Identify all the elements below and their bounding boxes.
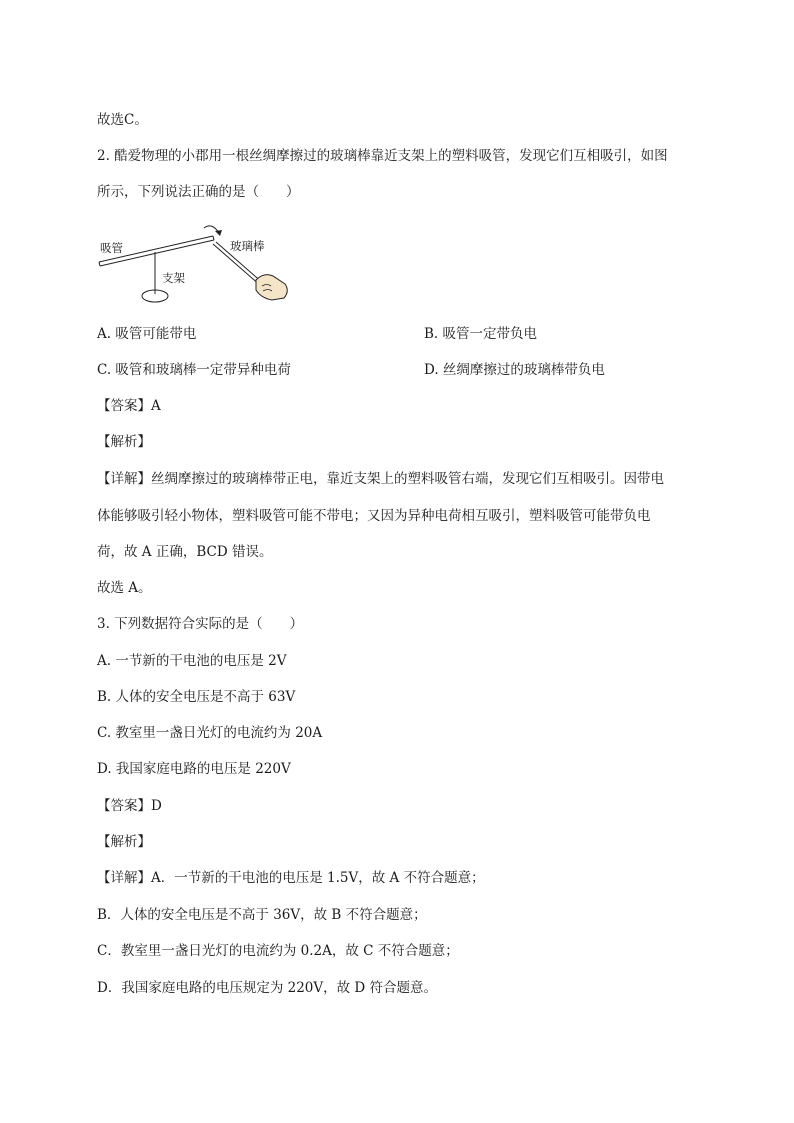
q3-answer: 【答案】D bbox=[97, 798, 162, 814]
q3-option-c: C. 教室里一盏日光灯的电流约为 20A bbox=[97, 725, 323, 741]
label-rod: 玻璃棒 bbox=[230, 239, 265, 253]
straw-rod-diagram bbox=[96, 214, 296, 310]
q3-option-a: A. 一节新的干电池的电压是 2V bbox=[97, 653, 287, 669]
q2-answer: 【答案】A bbox=[97, 398, 161, 414]
q2-detail-line1: 【详解】丝绸摩擦过的玻璃棒带正电，靠近支架上的塑料吸管右端，发现它们互相吸引。因带电 bbox=[97, 471, 664, 487]
q3-analysis-heading: 【解析】 bbox=[97, 834, 151, 850]
label-stand: 支架 bbox=[162, 271, 185, 285]
q2-detail-line3: 荷，故 A 正确，BCD 错误。 bbox=[97, 544, 273, 560]
q2-option-c: C. 吸管和玻璃棒一定带异种电荷 bbox=[97, 362, 291, 378]
q2-stem-line1: 2. 酷爱物理的小郡用一根丝绸摩擦过的玻璃棒靠近支架上的塑料吸管，发现它们互相吸引，如图 bbox=[97, 148, 668, 164]
q3-option-b: B. 人体的安全电压是不高于 63V bbox=[97, 689, 296, 705]
q3-option-d: D. 我国家庭电路的电压是 220V bbox=[97, 761, 291, 777]
q2-option-a: A. 吸管可能带电 bbox=[97, 326, 197, 342]
q2-option-d: D. 丝绸摩擦过的玻璃棒带负电 bbox=[424, 362, 605, 378]
q3-detail-d: D．我国家庭电路的电压规定为 220V，故 D 符合题意。 bbox=[97, 980, 438, 996]
q2-stem-line2: 所示，下列说法正确的是（ ） bbox=[97, 184, 300, 200]
q3-detail-c: C．教室里一盏日光灯的电流约为 0.2A，故 C 不符合题意； bbox=[97, 943, 459, 959]
straw-rod-figure bbox=[96, 214, 296, 310]
q2-option-b: B. 吸管一定带负电 bbox=[424, 326, 538, 342]
q2-analysis-heading: 【解析】 bbox=[97, 434, 151, 450]
q3-stem: 3. 下列数据符合实际的是（ ） bbox=[97, 616, 304, 632]
q2-detail-line2: 体能够吸引轻小物体，塑料吸管可能不带电；又因为异种电荷相互吸引，塑料吸管可能带负电 bbox=[97, 508, 651, 524]
label-straw: 吸管 bbox=[100, 241, 123, 255]
previous-conclusion: 故选C。 bbox=[97, 112, 148, 128]
q3-detail-b: B．人体的安全电压是不高于 36V，故 B 不符合题意； bbox=[97, 907, 427, 923]
q2-conclusion: 故选 A。 bbox=[97, 580, 152, 596]
q3-detail-a: 【详解】A．一节新的干电池的电压是 1.5V，故 A 不符合题意； bbox=[97, 870, 485, 886]
